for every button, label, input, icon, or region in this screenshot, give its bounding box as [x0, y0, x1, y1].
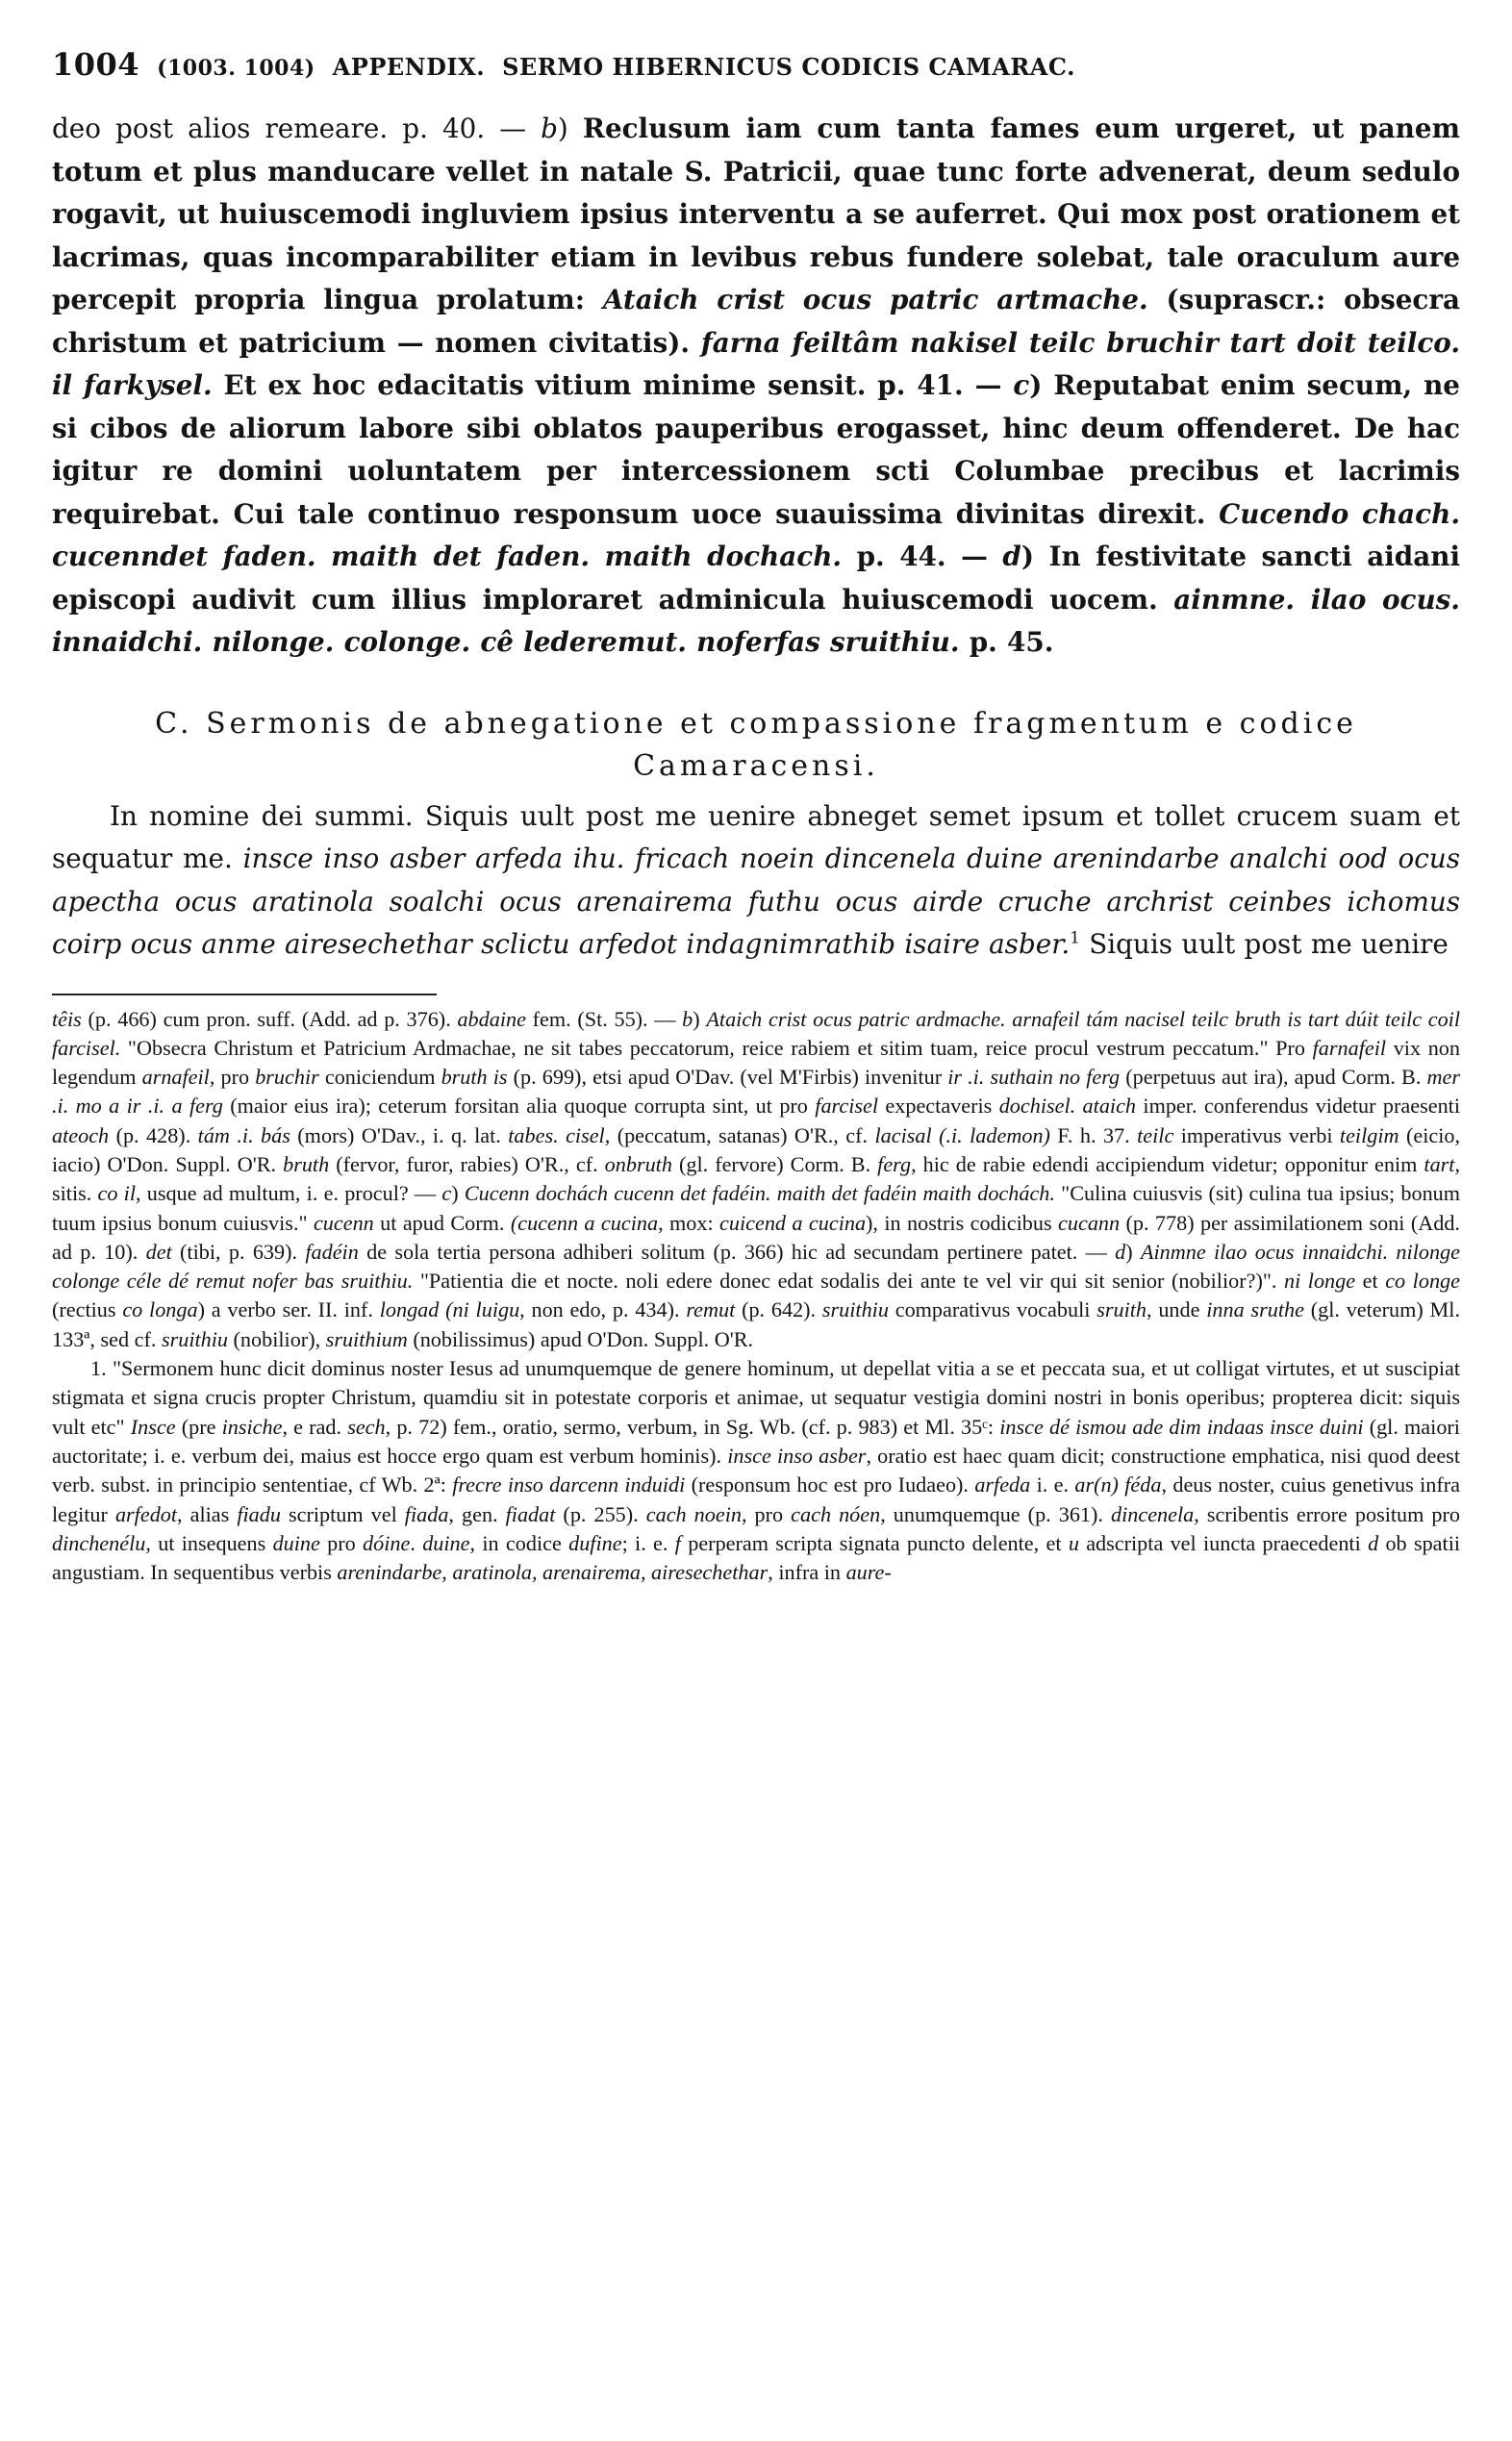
page-refs: (1003. 1004): [157, 56, 315, 81]
running-title-right: SERMO HIBERNICUS CODICIS CAMARAC.: [502, 53, 1075, 81]
running-title-left: APPENDIX.: [332, 53, 486, 81]
footnotes: [52, 1005, 1460, 1588]
footnote-rule: [52, 994, 437, 995]
section-heading: [52, 703, 1460, 788]
running-head: [52, 46, 1460, 83]
continuation-paragraph: deo post alios remeare. p. 40. — b) Reclusum iam cum tanta fames eum urgeret, ut panem totum et plus manducare vellet in natale S. Patricii, quae tunc forte advenerat, deum sedulo rogavit, ut huiuscemodi ingluviem ipsius interventu a se auferret. Qui mox post orationem et lacrimas, quas incomparabiliter etiam in levibus rebus fundere solebat, tale oraculum aure percepit propria lingua prolatum: Ataich crist ocus patric artmache. (suprascr.: obsecra christum et patricium — nomen civitatis). farna feiltâm nakisel teilc bruchir tart doit teilco. il farkysel. Et ex hoc edacitatis vitium minime sensit. p. 41. — c) Reputabat enim secum, ne si cibos de aliorum labore sibi oblatos pauperibus erogasset, hinc deum offenderet. De hac igitur re domini uoluntatem per intercessionem scti Columbae precibus et lacrimis requirebat. Cui tale continuo responsum uoce suauissima divinitas direxit. Cucendo chach. cucenndet faden. maith det faden. maith dochach. p. 44. — d) In festivitate sancti aidani episcopi audivit cum illius imploraret adminicula huiuscemodi uocem. ainmne. ilao ocus. innaidchi. nilonge. colonge. cê lederemut. noferfas sruithiu. p. 45.: [52, 113, 1461, 658]
section-heading-line1: C. Sermonis de abnegatione et compassione fragmentum e codice: [155, 706, 1357, 741]
footnote-1: 1. "Sermonem hunc dicit dominus noster Iesus ad unumquemque de genere hominum, ut depellat vitia a se et peccata sua, et ut colligat virtutes, et ut suscipiat stigmata et signa crucis propter Christum, quamdiu sit in potestate corporis et animae, ut sequatur vestigia domini nostri in bonis operibus; propterea dicit: siquis vult etc" Insce (pre insiche, e rad. sech, p. 72) fem., oratio, sermo, verbum, in Sg. Wb. (cf. p. 983) et Ml. 35ᶜ: insce dé ismou ade dim indaas insce duini (gl. maiori auctoritate; i. e. verbum dei, maius est hocce ergo quam est verbum hominis). insce inso asber, oratio est haec quam dicit; constructione emphatica, nisi quod deest verb. subst. in principio sententiae, cf Wb. 2ª: frecre inso darcenn induidi (responsum hoc est pro Iudaeo). arfeda i. e. ar(n) féda, deus noster, cuius genetivus infra legitur arfedot, alias fiadu scriptum vel fiada, gen. fiadat (p. 255). cach noein, pro cach nóen, unumquemque (p. 361). dincenela, scribentis errore positum pro dinchenélu, ut insequens duine pro dóine. duine, in codice dufine; i. e. f perperam scripta signata puncto delente, et u adscripta vel iuncta praecedenti d ob spatii angustiam. In sequentibus verbis arenindarbe, aratinola, arenairema, airesechethar, infra in aure-: [52, 1356, 1461, 1585]
footnote-continuation: têis (p. 466) cum pron. suff. (Add. ad p. 376). abdaine fem. (St. 55). — b) Ataich crist ocus patric ardmache. arnafeil tám nacisel teilc bruth is tart dúit teilc coil farcisel. "Obsecra Christum et Patricium Ardmachae, ne sit tabes peccatorum, reice rabiem et sitim tuam, reice procul vestrum peccatum." Pro farnafeil vix non legendum arnafeil, pro bruchir coniciendum bruth is (p. 699), etsi apud O'Dav. (vel M'Firbis) invenitur ir .i. suthain no ferg (perpetuus aut ira), apud Corm. B. mer .i. mo a ir .i. a ferg (maior eius ira); ceterum forsitan alia quoque corrupta sint, ut pro farcisel expectaveris dochisel. ataich imper. conferendus videtur praesenti ateoch (p. 428). tám .i. bás (mors) O'Dav., i. q. lat. tabes. cisel, (peccatum, satanas) O'R., cf. lacisal (.i. lademon) F. h. 37. teilc imperativus verbi teilgim (eicio, iacio) O'Don. Suppl. O'R. bruth (fervor, furor, rabies) O'R., cf. onbruth (gl. fervore) Corm. B. ferg, hic de rabie edendi accipiendum videtur; opponitur enim tart, sitis. co il, usque ad multum, i. e. procul? — c) Cucenn dochách cucenn det fadéin. maith det fadéin maith dochách. "Culina cuiusvis (sit) culina tua ipsius; bonum tuum ipsius bonum cuiusvis." cucenn ut apud Corm. (cucenn a cucina, mox: cuicend a cucina), in nostris codicibus cucann (p. 778) per assimilationem soni (Add. ad p. 10). det (tibi, p. 639). fadéin de sola tertia persona adhiberi solitum (p. 366) hic ad secundam pertinere patet. — d) Ainmne ilao ocus innaidchi. nilonge colonge céle dé remut nofer bas sruithiu. "Patientia die et nocte. noli edere donec edat sodalis dei ante te vel vir qui sit senior (nobilior?)". ni longe et co longe (rectius co longa) a verbo ser. II. inf. longad (ni luigu, non edo, p. 434). remut (p. 642). sruithiu comparativus vocabuli sruith, unde inna sruthe (gl. veterum) Ml. 133ª, sed cf. sruithiu (nobilior), sruithium (nobilissimus) apud O'Don. Suppl. O'R.: [52, 1006, 1461, 1351]
section-paragraph: In nomine dei summi. Siquis uult post me uenire abneget semet ipsum et tollet crucem suam et sequatur me. insce inso asber arfeda ihu. fricach noein dincenela duine arenindarbe analchi ood ocus apectha ocus aratinola soalchi ocus arenairema futhu ocus airde cruche archrist ceinbes ichomus coirp ocus anme airesechethar sclictu arfedot indagnimrathib isaire asber.$^1$ Siquis uult post me uenire: [52, 799, 1460, 960]
section-heading-line2: Camaracensi.: [633, 748, 879, 783]
page-number: 1004: [52, 46, 140, 83]
